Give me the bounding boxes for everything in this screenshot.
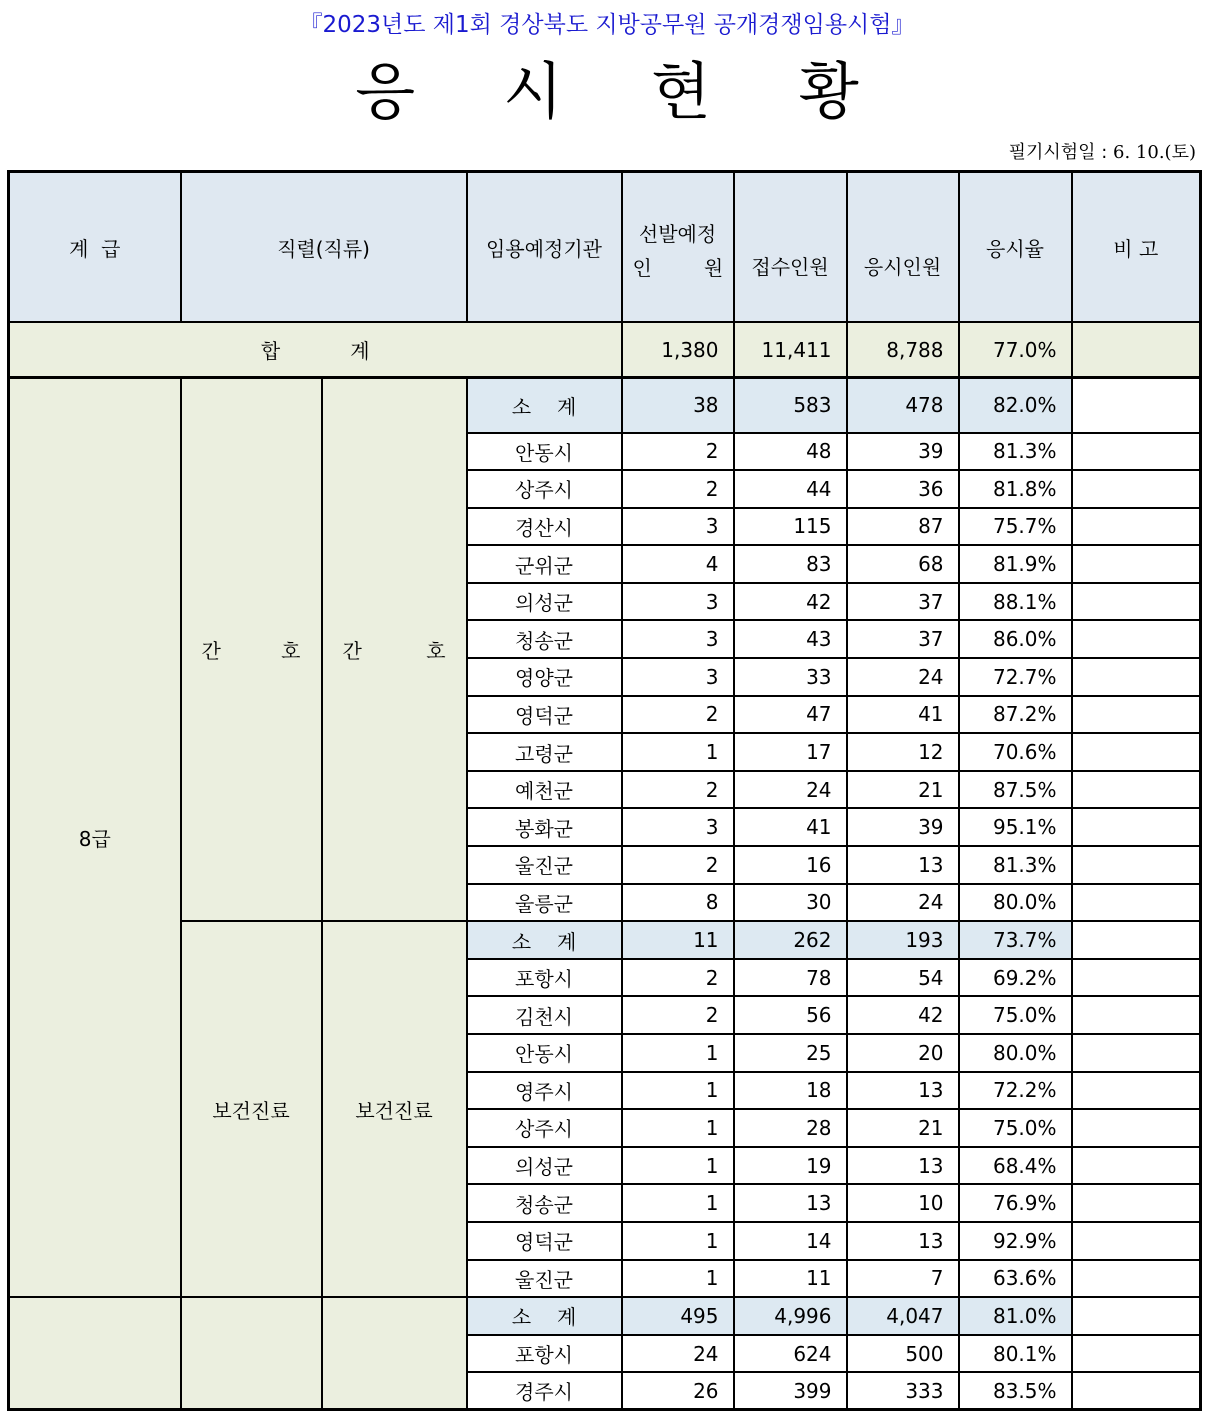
subtotal-examinees: 478	[847, 378, 959, 433]
remarks-cell	[1072, 846, 1201, 884]
total-row	[9, 322, 1201, 378]
planned-cell: 1	[622, 1072, 734, 1110]
planned-cell: 2	[622, 959, 734, 997]
subtotal-planned: 495	[622, 1297, 734, 1335]
rate-cell: 81.9%	[959, 545, 1072, 583]
examinees-cell: 13	[847, 1222, 959, 1260]
agency-cell: 의성군	[467, 1147, 622, 1185]
agency-cell: 안동시	[467, 433, 622, 471]
applied-cell: 399	[734, 1372, 847, 1410]
total-applied: 11,411	[734, 322, 847, 378]
planned-cell: 24	[622, 1335, 734, 1373]
examinees-cell: 13	[847, 1072, 959, 1110]
planned-cell: 2	[622, 771, 734, 809]
applied-cell: 47	[734, 696, 847, 734]
examinees-cell: 39	[847, 433, 959, 471]
planned-cell: 3	[622, 508, 734, 546]
remarks-cell	[1072, 433, 1201, 471]
planned-cell: 3	[622, 620, 734, 658]
title-char: 황	[798, 55, 859, 128]
examinees-cell: 10	[847, 1184, 959, 1222]
applied-cell: 624	[734, 1335, 847, 1373]
planned-cell: 26	[622, 1372, 734, 1410]
title-char: 응	[355, 55, 416, 128]
remarks-cell	[1072, 470, 1201, 508]
rate-cell: 63.6%	[959, 1260, 1072, 1298]
exam-status-table	[7, 170, 1202, 1411]
examinees-cell: 12	[847, 733, 959, 771]
series-cell	[181, 1297, 322, 1410]
examinees-cell: 333	[847, 1372, 959, 1410]
applied-cell: 19	[734, 1147, 847, 1185]
grade-cell: 8급	[9, 378, 181, 1298]
planned-cell: 1	[622, 1147, 734, 1185]
agency-cell: 영양군	[467, 658, 622, 696]
applied-cell: 17	[734, 733, 847, 771]
remarks-cell	[1072, 583, 1201, 621]
planned-cell: 3	[622, 583, 734, 621]
rate-cell: 80.0%	[959, 1034, 1072, 1072]
rate-cell: 76.9%	[959, 1184, 1072, 1222]
planned-cell: 2	[622, 470, 734, 508]
subtotal-rate: 82.0%	[959, 378, 1072, 433]
subtotal-planned: 38	[622, 378, 734, 433]
planned-cell: 1	[622, 1222, 734, 1260]
applied-cell: 41	[734, 808, 847, 846]
total-examinees: 8,788	[847, 322, 959, 378]
planned-cell: 2	[622, 433, 734, 471]
rate-cell: 81.3%	[959, 846, 1072, 884]
rate-cell: 92.9%	[959, 1222, 1072, 1260]
remarks-cell	[1072, 1109, 1201, 1147]
series-cell: 보건진료	[181, 921, 322, 1297]
subtotal-row	[9, 378, 1201, 433]
applied-cell: 28	[734, 1109, 847, 1147]
agency-cell: 경주시	[467, 1372, 622, 1410]
examinees-cell: 21	[847, 1109, 959, 1147]
total-label: 합 계	[9, 322, 622, 378]
applied-cell: 44	[734, 470, 847, 508]
agency-cell: 김천시	[467, 996, 622, 1034]
agency-cell: 군위군	[467, 545, 622, 583]
remarks-cell	[1072, 771, 1201, 809]
applied-cell: 16	[734, 846, 847, 884]
agency-cell: 청송군	[467, 620, 622, 658]
rate-cell: 70.6%	[959, 733, 1072, 771]
total-rate: 77.0%	[959, 322, 1072, 378]
subtotal-applied: 4,996	[734, 1297, 847, 1335]
rate-cell: 80.0%	[959, 884, 1072, 922]
subtotal-applied: 262	[734, 921, 847, 959]
remarks-cell	[1072, 545, 1201, 583]
remarks-cell	[1072, 1184, 1201, 1222]
rate-cell: 72.2%	[959, 1072, 1072, 1110]
subtotal-label: 소 계	[467, 1297, 622, 1335]
rate-cell: 80.1%	[959, 1335, 1072, 1373]
examinees-cell: 24	[847, 884, 959, 922]
remarks-cell	[1072, 884, 1201, 922]
class-cell: 간 호	[322, 378, 467, 922]
agency-cell: 경산시	[467, 508, 622, 546]
remarks-cell	[1072, 1072, 1201, 1110]
agency-cell: 고령군	[467, 733, 622, 771]
applied-cell: 25	[734, 1034, 847, 1072]
series-cell: 간 호	[181, 378, 322, 922]
title-char: 시	[503, 55, 563, 128]
subtotal-remarks	[1072, 1297, 1201, 1335]
examinees-cell: 20	[847, 1034, 959, 1072]
examinees-cell: 13	[847, 846, 959, 884]
applied-cell: 83	[734, 545, 847, 583]
header-series: 직렬(직류)	[181, 172, 467, 323]
planned-cell: 2	[622, 996, 734, 1034]
remarks-cell	[1072, 696, 1201, 734]
agency-cell: 포항시	[467, 1335, 622, 1373]
agency-cell: 울릉군	[467, 884, 622, 922]
rate-cell: 69.2%	[959, 959, 1072, 997]
examinees-cell: 500	[847, 1335, 959, 1373]
title-char: 현	[651, 55, 711, 128]
exam-date-value: 6. 10.(토)	[1113, 142, 1196, 163]
examinees-cell: 54	[847, 959, 959, 997]
agency-cell: 영덕군	[467, 1222, 622, 1260]
applied-cell: 33	[734, 658, 847, 696]
examinees-cell: 36	[847, 470, 959, 508]
rate-cell: 86.0%	[959, 620, 1072, 658]
planned-cell: 1	[622, 733, 734, 771]
examinees-cell: 7	[847, 1260, 959, 1298]
class-cell	[322, 1297, 467, 1410]
remarks-cell	[1072, 1335, 1201, 1373]
subtotal-planned: 11	[622, 921, 734, 959]
applied-cell: 56	[734, 996, 847, 1034]
remarks-cell	[1072, 1034, 1201, 1072]
agency-cell: 청송군	[467, 1184, 622, 1222]
class-cell: 보건진료	[322, 921, 467, 1297]
total-remarks	[1072, 322, 1201, 378]
agency-cell: 상주시	[467, 470, 622, 508]
subtotal-examinees: 4,047	[847, 1297, 959, 1335]
rate-cell: 75.0%	[959, 1109, 1072, 1147]
subtotal-row	[9, 921, 1201, 959]
planned-cell: 1	[622, 1184, 734, 1222]
rate-cell: 95.1%	[959, 808, 1072, 846]
rate-cell: 87.5%	[959, 771, 1072, 809]
rate-cell: 88.1%	[959, 583, 1072, 621]
rate-cell: 68.4%	[959, 1147, 1072, 1185]
remarks-cell	[1072, 733, 1201, 771]
agency-cell: 봉화군	[467, 808, 622, 846]
remarks-cell	[1072, 1372, 1201, 1410]
header-rate: 응시율	[959, 172, 1072, 323]
rate-cell: 87.2%	[959, 696, 1072, 734]
header-agency: 임용예정기관	[467, 172, 622, 323]
rate-cell: 72.7%	[959, 658, 1072, 696]
agency-cell: 상주시	[467, 1109, 622, 1147]
agency-cell: 울진군	[467, 1260, 622, 1298]
applied-cell: 24	[734, 771, 847, 809]
applied-cell: 115	[734, 508, 847, 546]
subtotal-rate: 81.0%	[959, 1297, 1072, 1335]
document-title	[0, 42, 1214, 131]
subtotal-label: 소 계	[467, 378, 622, 433]
remarks-cell	[1072, 1260, 1201, 1298]
rate-cell: 75.0%	[959, 996, 1072, 1034]
agency-cell: 의성군	[467, 583, 622, 621]
examinees-cell: 24	[847, 658, 959, 696]
agency-cell: 포항시	[467, 959, 622, 997]
planned-cell: 3	[622, 808, 734, 846]
subtotal-examinees: 193	[847, 921, 959, 959]
header-examinees: 응시인원	[847, 172, 959, 323]
examinees-cell: 87	[847, 508, 959, 546]
remarks-cell	[1072, 508, 1201, 546]
agency-cell: 예천군	[467, 771, 622, 809]
subtotal-remarks	[1072, 378, 1201, 433]
examinees-cell: 21	[847, 771, 959, 809]
remarks-cell	[1072, 1147, 1201, 1185]
subtotal-remarks	[1072, 921, 1201, 959]
subtotal-rate: 73.7%	[959, 921, 1072, 959]
applied-cell: 18	[734, 1072, 847, 1110]
subtotal-applied: 583	[734, 378, 847, 433]
remarks-cell	[1072, 959, 1201, 997]
remarks-cell	[1072, 996, 1201, 1034]
header-row	[9, 172, 1201, 323]
planned-cell: 8	[622, 884, 734, 922]
examinees-cell: 37	[847, 620, 959, 658]
remarks-cell	[1072, 658, 1201, 696]
planned-cell: 2	[622, 696, 734, 734]
header-applied: 접수인원	[734, 172, 847, 323]
rate-cell: 81.3%	[959, 433, 1072, 471]
examinees-cell: 42	[847, 996, 959, 1034]
document-subtitle: 『2023년도 제1회 경상북도 지방공무원 공개경쟁임용시험』	[299, 12, 915, 38]
planned-cell: 4	[622, 545, 734, 583]
examinees-cell: 41	[847, 696, 959, 734]
agency-cell: 영주시	[467, 1072, 622, 1110]
subtotal-row	[9, 1297, 1201, 1335]
applied-cell: 48	[734, 433, 847, 471]
applied-cell: 42	[734, 583, 847, 621]
header-planned: 선발예정 인 원	[622, 172, 734, 323]
examinees-cell: 39	[847, 808, 959, 846]
rate-cell: 75.7%	[959, 508, 1072, 546]
rate-cell: 83.5%	[959, 1372, 1072, 1410]
agency-cell: 영덕군	[467, 696, 622, 734]
total-planned: 1,380	[622, 322, 734, 378]
applied-cell: 30	[734, 884, 847, 922]
examinees-cell: 68	[847, 545, 959, 583]
exam-date-note	[1009, 138, 1196, 164]
rate-cell: 81.8%	[959, 470, 1072, 508]
planned-cell: 1	[622, 1034, 734, 1072]
remarks-cell	[1072, 620, 1201, 658]
exam-date-label: 필기시험일 :	[1008, 142, 1114, 163]
subtotal-label: 소 계	[467, 921, 622, 959]
applied-cell: 14	[734, 1222, 847, 1260]
planned-cell: 1	[622, 1260, 734, 1298]
planned-cell: 3	[622, 658, 734, 696]
planned-cell: 1	[622, 1109, 734, 1147]
remarks-cell	[1072, 1222, 1201, 1260]
header-grade: 계 급	[9, 172, 181, 323]
planned-cell: 2	[622, 846, 734, 884]
applied-cell: 11	[734, 1260, 847, 1298]
agency-cell: 울진군	[467, 846, 622, 884]
examinees-cell: 37	[847, 583, 959, 621]
remarks-cell	[1072, 808, 1201, 846]
grade-cell-next	[9, 1297, 181, 1410]
header-remarks: 비 고	[1072, 172, 1201, 323]
examinees-cell: 13	[847, 1147, 959, 1185]
applied-cell: 13	[734, 1184, 847, 1222]
applied-cell: 43	[734, 620, 847, 658]
applied-cell: 78	[734, 959, 847, 997]
agency-cell: 안동시	[467, 1034, 622, 1072]
